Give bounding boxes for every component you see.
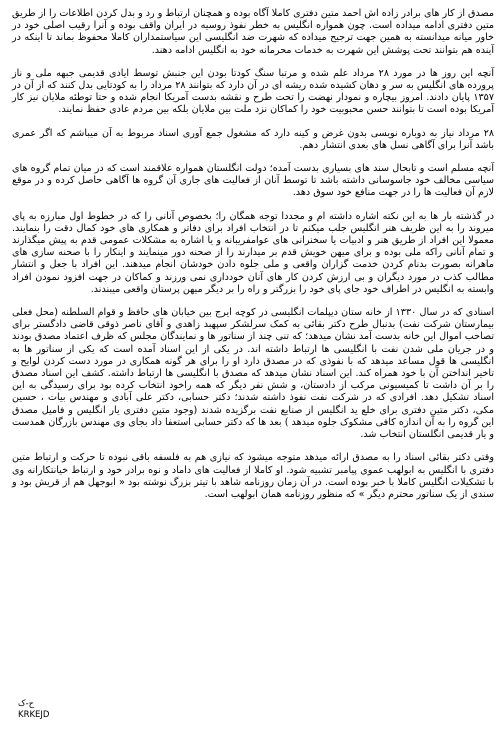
signature-initials: ح-ک <box>18 699 35 709</box>
paragraph-1: مصدق از کار های برادر زاده اش احمد متین دفتری کاملا آگاه بوده و همچنان ارتباط و رد و بدل کردن اطلاعات را از طریق متین دفتری ادامه میداده است. چون همواره انگلیس به خطر نفوذ روسیه در ایران واقف بوده و آنرا رقیب اصلی خود در خاور میانه میدانسته به همین جهت ترجیح میداده که شهرت ضد انگلیسی این سیاستمداران کاملا محفوظ بماند تا اینکه در آینده هم بتوانند تحت پوشش این شهرت به خدمات محرمانه خود به انگلیس ادامه دهند. <box>12 8 494 56</box>
paragraph-4: آنچه مسلم است و تابحال سند های بسیاری بدست آمده؛ دولت انگلستان همواره علاقمند است که در میان تمام گروه های سیاسی مخالف خود جاسوسانی داشته باشد تا توسط آنان از فعالیت های جاری آن گروه ها آگاهی حاصل کرده و در موقع لازم آن فعالیت ها را در جهت منافع خود سوق دهد. <box>12 163 494 199</box>
paragraph-2: آنچه این روز ها در مورد ۲۸ مرداد علم شده و مرتبا سنگ کودتا بودن این جنبش توسط ایادی قدیمی جبهه ملی و ناز پرورده های انگلیس به سر و دهان کشیده شده ریشه ای در آن دارد که بتوانند ۲۸ مرداد را به کودتایی بدل کنند که از آن در ۱۳۵۷ پایان دادند. امروز بیچاره و نمودار نهضت را تحت طرح و نقشه بدست آمریکا انجام شده و حتا توطئه ملایان نیز کار آمریکا بوده است تا بتوانند حسن محبوبیت خود را کماکان نزد ملت بین ملایان بلکه بین مردم عادی حفظ نمایند. <box>12 67 494 116</box>
paragraph-6: اسنادی که در سال ۱۳۳۰ از خانه ستان دیپلمات انگلیسی در کوچه ایرج بین خیابان های حافظ و قوام السلطنه (محل فعلی بیمارستان شرکت نفت) بدنبال طرح دکتر بقائی به کمک سرلشکر سپهبد زاهدی و آقای ناصر ذوقی قاضی دادگستر برای تصاحب اموال این خانه بدست آمد نشان میدهد؛ که تنی چند از سناتور ها و نمایندگان مجلس که ظرف اعتماد مصدق بودند و در جریان ملی شدن نفت با انگلیسی ها ارتباط داشته اند. در یکی از این اسناد آمده است که یکی از سناتور ها به انگلیسی ها قول مساعد میدهد که با نفوذی که در مصدق دارد او را برای هر گونه همکاری در مورد دست کردن لوایح و تاخیر انداختن آن با خود همراه کند. این اسناد نشان میدهد که مصدق با انگلیسی ها ارتباط داشته. کشف این اسناد مصدق را بر آن داشت تا کمیسیونی مرکب از دادستان، و شش نفر دیگر که همه راخود انتخاب کرده بود برای رسیدگی به این اسناد تشکیل دهد. افرادی که در شرکت نفت نفوذ داشته شدند؛ دکتر حسابی، دکتر علی آبادی و مهندس بیات ، حسین مکی، دکتر متین دفتری برای خلع ید انگلیس از صنایع نفت برگزیده شدند (وجود متین دفتری یار انگلیس و فامیل مصدق این گروه را به آن اندازه کافی مشکوک جلوه میدهد ) بعد ها که دکتر حسابی استعفا داد بجای وی مهندس بازرگان همدست و یار قدیمی انگلستان انتخاب شد. <box>12 307 494 441</box>
author-signature <box>18 699 49 721</box>
paragraph-7: وقتی دکتر بقائی اسناد را به مصدق ارائه میدهد متوجه میشود که نیازی هم به فلسفه باقی نبوده تا حرکت و ارتباط متین دفتری با انگلیس به ابولهب عموی پیامبر تشبیه شود. او کاملا از فعالیت های داماد و نوه برادر خود و ارتباط خیانتکارانه وی با تشکیلات انگلیس کاملا با خبر بوده است. در آن زمان روزنامه شاهد با تیتر بزرگ نوشته بود « ابوجهل هم از قریش بود و سندی از یک سناتور محترم دیگر » که منظور روزنامه همان ابولهب است. <box>12 452 494 500</box>
paragraph-5: در گذشته بار ها به این نکته اشاره داشته ام و مجددا توجه همگان را؛ بخصوص آنانی را که در خطوط اول مبارزه به پای میروند را به این ظریف هنر انگلیس جلب میکنم تا در انتخاب افراد برای دفاتر و همکاری های خود کمال دقت را بنمایند. معمولا این افراد از طریق هنر و ادبیات یا سخنرانی های عوامفریبانه و یا اشاره به مشکلات عمومی قدم به پیش میگذارند و تمام آنانی راکه ملی بوده و برای میهن خویش قدم بر میدارند را از صحنه دور مینمایند و اینکار را با صحنه سازی های ماهرانه بصورت بدنام کردن خدمت گزاران واقعی و ملی جلوه دادن خودشان انجام میدهند. این افراد با جعل و انتشار مطالب کذب در مورد دیگران و بی ارزش کردن کار های آنان خودداری نمی ورزند و کماکان در جهت افزود نمودن افراد وابسته به انگلیس در اطراف خود جای پای خود را بزرگتر و راه را بر دیگر میهن پرستان واقعی میبندند. <box>12 210 494 295</box>
paragraph-3: ۲۸ مرداد نیاز به دوباره نویسی بدون غرض و کینه دارد که مشغول جمع آوری اسناد مربوط به آن میباشم که اگر عمری باشد آنرا برای آگاهی نسل های بعدی انتشار دهم. <box>12 127 494 151</box>
signature-code: KRKEJD <box>18 710 50 720</box>
document-body <box>12 8 494 512</box>
